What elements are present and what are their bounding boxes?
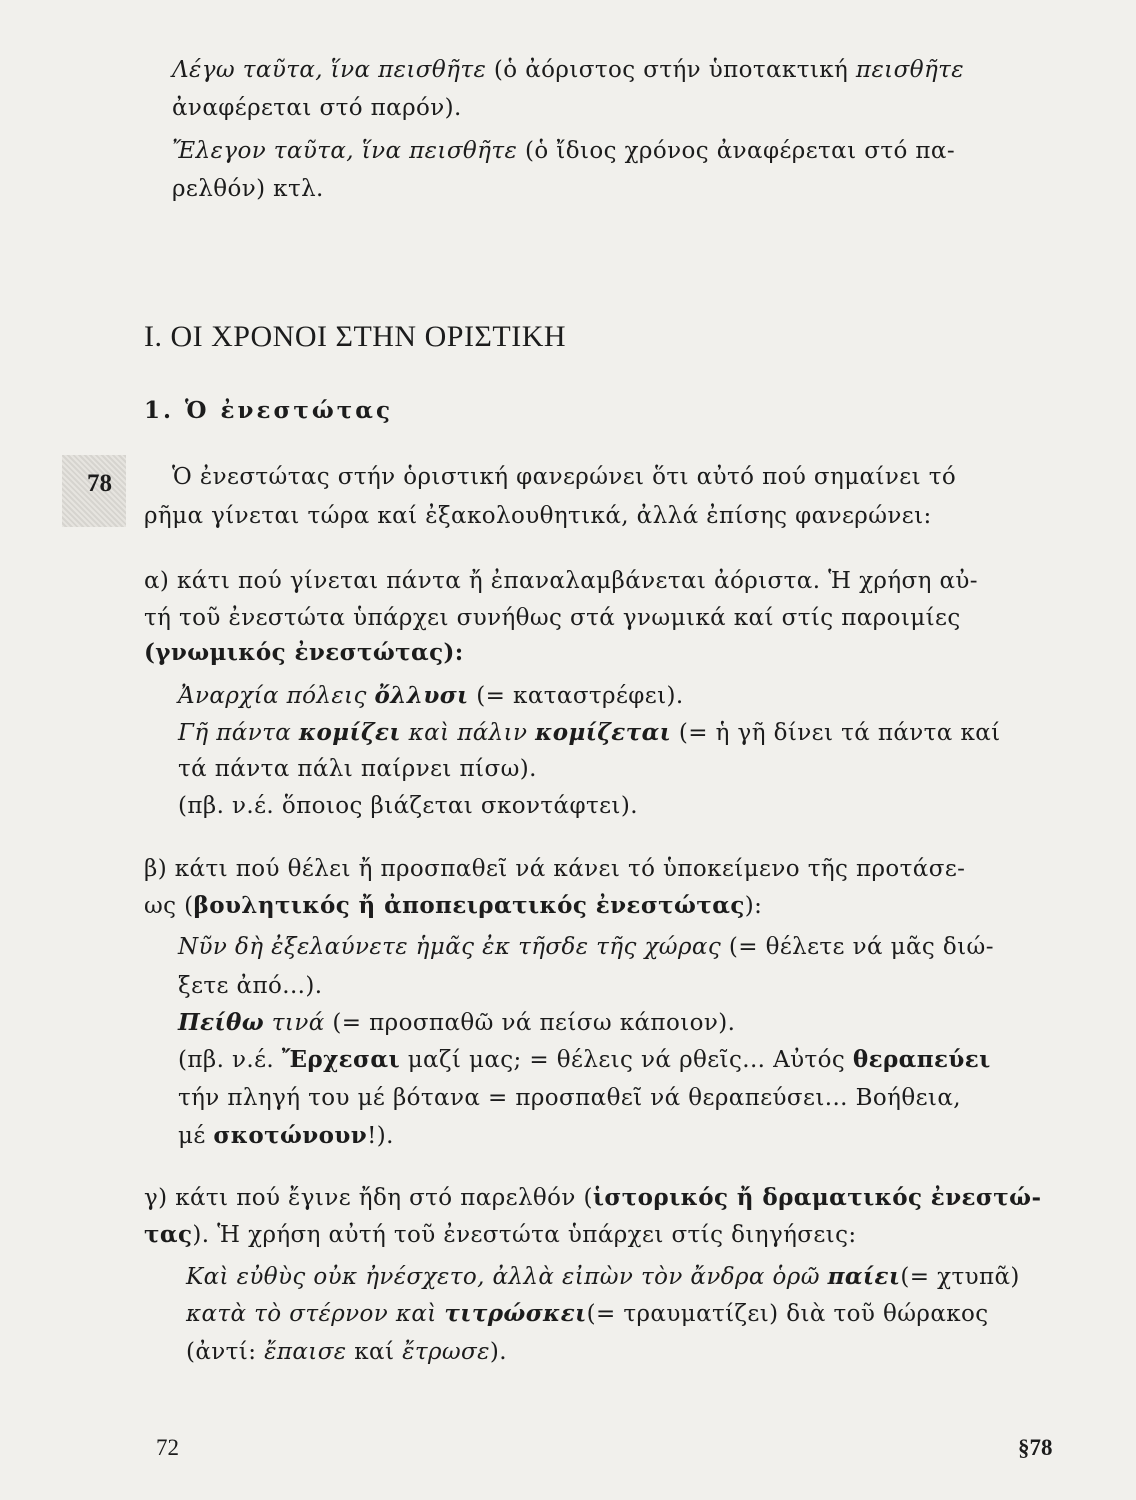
item-a-example-4: (πβ. ν.έ. ὅποιος βιάζεται σκοντάφτει).	[178, 793, 638, 819]
item-a-example-3: τά πάντα πάλι παίρνει πίσω).	[178, 756, 537, 782]
item-a-line-1: α) κάτι πού γίνεται πάντα ἤ ἐπαναλαμβάνεται ἀόριστα. Ἡ χρήση αὐ-	[144, 568, 978, 594]
item-b-example-3: Πείθω τινά (= προσπαθῶ νά πείσω κάποιον).	[178, 1009, 736, 1036]
item-b-example-2: ξετε ἀπό...).	[178, 973, 323, 999]
item-a-example-1: Ἀναρχία πόλεις ὄλλυσι (= καταστρέφει).	[178, 682, 684, 709]
paragraph-line-1: Ὁ ἐνεστώτας στήν ὁριστική φανερώνει ὅτι αὐτό πού σημαίνει τό	[172, 464, 957, 490]
section-title: I. ΟΙ ΧΡΟΝΟΙ ΣΤΗΝ ΟΡΙΣΤΙΚΗ	[144, 320, 567, 353]
margin-number: 78	[87, 470, 112, 497]
subsection-title: 1. Ὁ ἐνεστώτας	[144, 397, 393, 424]
intro-line-3: Ἔλεγον ταῦτα, ἵνα πεισθῆτε (ὁ ἴδιος χρόνος ἀναφέρεται στό πα-	[172, 138, 956, 164]
item-a-line-3: (γνωμικός ἐνεστώτας):	[144, 639, 464, 666]
item-a-line-2: τή τοῦ ἐνεστώτα ὑπάρχει συνήθως στά γνωμικά καί στίς παροιμίες	[144, 605, 961, 631]
intro-line-1: Λέγω ταῦτα, ἵνα πεισθῆτε (ὁ ἀόριστος στήν ὑποτακτική πεισθῆτε	[172, 57, 964, 83]
item-c-line-2: τας). Ἡ χρήση αὐτή τοῦ ἐνεστώτα ὑπάρχει στίς διηγήσεις:	[144, 1221, 857, 1248]
section-reference: §78	[1018, 1435, 1053, 1460]
item-c-example-2: κατὰ τὸ στέρνον καὶ τιτρώσκει(= τραυματίζει) διὰ τοῦ θώρακος	[186, 1300, 989, 1327]
item-b-example-6: μέ σκοτώνουν!).	[178, 1122, 394, 1149]
item-a-example-2: Γῆ πάντα κομίζει καὶ πάλιν κομίζεται (= ἡ γῆ δίνει τά πάντα καί	[178, 719, 1001, 746]
intro-line-2: ἀναφέρεται στό παρόν).	[172, 95, 462, 121]
item-b-example-5: τήν πληγή του μέ βότανα = προσπαθεῖ νά θεραπεύσει... Βοήθεια,	[178, 1085, 961, 1111]
intro-line-4: ρελθόν) κτλ.	[172, 176, 324, 202]
item-b-line-1: β) κάτι πού θέλει ἤ προσπαθεῖ νά κάνει τό ὑποκείμενο τῆς προτάσε-	[144, 856, 966, 882]
item-c-example-3: (ἀντί: ἔπαισε καί ἔτρωσε).	[186, 1339, 507, 1365]
item-b-example-4: (πβ. ν.έ. Ἔρχεσαι μαζί μας; = θέλεις νά ρθεῖς... Αὐτός θεραπεύει	[178, 1046, 991, 1073]
item-b-example-1: Νῦν δὴ ἐξελαύνετε ἡμᾶς ἐκ τῆσδε τῆς χώρας (= θέλετε νά μᾶς διώ-	[178, 934, 994, 960]
paragraph-line-2: ρῆμα γίνεται τώρα καί ἐξακολουθητικά, ἀλλά ἐπίσης φανερώνει:	[144, 503, 932, 529]
item-c-example-1: Καὶ εὐθὺς οὐκ ἠνέσχετο, ἀλλὰ εἰπὼν τὸν ἄνδρα ὁρῶ παίει(= χτυπᾶ)	[186, 1263, 1020, 1290]
item-b-line-2: ως (βουλητικός ἤ ἀποπειρατικός ἐνεστώτας):	[144, 892, 763, 919]
item-c-line-1: γ) κάτι πού ἔγινε ἤδη στό παρελθόν (ἱστορικός ἤ δραματικός ἐνεστώ-	[144, 1184, 1042, 1211]
page-number: 72	[156, 1435, 179, 1460]
